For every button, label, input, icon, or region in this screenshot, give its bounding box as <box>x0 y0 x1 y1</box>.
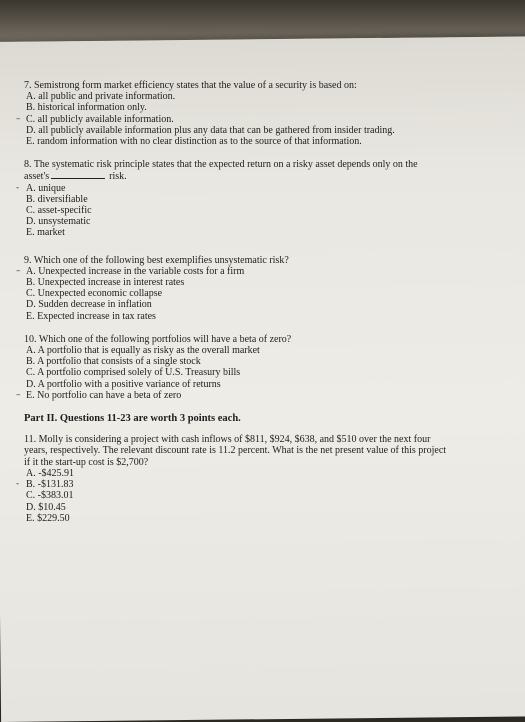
pencil-mark-icon: – <box>16 265 21 276</box>
question-stem: 10. Which one of the following portfolios will have a beta of zero? <box>24 333 292 345</box>
option-e: E. $229.50 <box>26 512 70 524</box>
question-stem-line-3: if it the start-up cost is $2,700? <box>24 456 149 468</box>
option-d: D. unsystematic <box>26 216 91 228</box>
question-stem: 11. Molly is considering a project with cash inflows of $811, $924, $638, and $510 over the next four <box>24 434 431 446</box>
option-c <box>16 113 494 125</box>
question-8 <box>16 159 494 239</box>
option-b: B. A portfolio that consists of a single stock <box>26 356 201 368</box>
option-e <box>16 389 494 401</box>
stem-word: asset's <box>24 171 50 183</box>
question-11 <box>16 434 494 524</box>
question-stem-line-2: years, respectively. The relevant discount rate is 11.2 percent. What is the net present value of this project <box>24 445 447 457</box>
option-b-text: B. -$131.83 <box>26 479 74 491</box>
option-c: C. -$383.01 <box>26 490 74 502</box>
exam-page <box>16 80 494 536</box>
pencil-mark-icon: - <box>16 182 20 193</box>
option-d: D. A portfolio with a positive variance of returns <box>26 378 221 390</box>
question-stem-line-2 <box>24 170 494 182</box>
question-stem: 8. The systematic risk principle states that the expected return on a risky asset depends only on the <box>24 159 418 171</box>
question-10 <box>16 333 494 401</box>
option-b: B. diversifiable <box>26 193 88 205</box>
option-a: A. all public and private information. <box>26 91 176 103</box>
option-c: C. asset-specific <box>26 205 92 217</box>
question-stem: 7. Semistrong form market efficiency states that the value of a security is based on: <box>24 80 357 91</box>
option-b: B. Unexpected increase in interest rates <box>26 277 185 289</box>
option-a-text: A. Unexpected increase in the variable costs for a firm <box>26 265 245 277</box>
pencil-mark-icon: – <box>16 389 21 400</box>
option-b: B. historical information only. <box>26 102 147 114</box>
option-d: D. Sudden decrease in inflation <box>26 299 152 311</box>
stem-word: risk. <box>109 171 127 183</box>
option-e: E. random information with no clear distinction as to the source of that information. <box>26 136 362 148</box>
option-c: C. Unexpected economic collapse <box>26 288 163 300</box>
question-9 <box>16 254 494 322</box>
option-e-text: E. No portfolio can have a beta of zero <box>26 389 182 401</box>
option-a: A. -$425.91 <box>26 467 75 479</box>
pencil-mark-icon: - <box>16 479 20 490</box>
pencil-mark-icon: – <box>16 113 21 124</box>
option-c: C. A portfolio comprised solely of U.S. Treasury bills <box>26 367 241 379</box>
option-a <box>16 265 494 277</box>
option-e: E. market <box>26 227 65 239</box>
fill-in-blank <box>51 170 105 179</box>
option-b <box>16 479 494 491</box>
section-heading: Part II. Questions 11-23 are worth 3 points each. <box>24 413 241 425</box>
option-a <box>16 182 494 194</box>
option-a: A. A portfolio that is equally as risky as the overall market <box>26 345 260 357</box>
question-7 <box>16 80 494 148</box>
option-a-text: A. unique <box>26 182 66 194</box>
option-e: E. Expected increase in tax rates <box>26 310 156 322</box>
option-d: D. all publicly available information plus any data that can be gathered from insider trading. <box>26 124 395 136</box>
option-d: D. $10.45 <box>26 501 66 513</box>
question-stem: 9. Which one of the following best exemplifies unsystematic risk? <box>24 254 289 266</box>
option-c-text: C. all publicly available information. <box>26 113 174 125</box>
